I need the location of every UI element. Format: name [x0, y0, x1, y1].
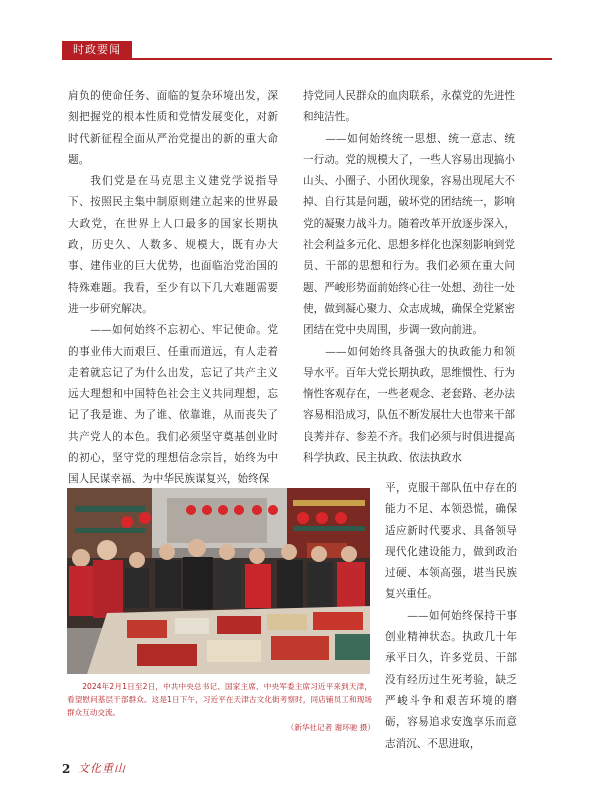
- header-rule: [62, 58, 552, 60]
- left-paragraph-2: 我们党是在马克思主义建党学说指导下、按照民主集中制原则建立起来的世界最大政党，在世界上人口最多的国家长期执政，历史久、人数多、规模大，既有办大事、建伟业的巨大优势，也面临治党治国的特殊难题。我看，至少有以下几大难题需要进一步研究解决。: [68, 175, 278, 315]
- photo-caption: 2024年2月1日至2日，中共中央总书记、国家主席、中央军委主席习近平来到天津，看望慰问基层干部群众。这是1日下午，习近平在天津古文化街考察时，同店铺员工和现场群众互动交流。: [67, 682, 372, 717]
- left-column: [68, 86, 278, 491]
- section-tag: 时政要闻: [62, 41, 132, 58]
- left-paragraph-1: 肩负的使命任务、面临的复杂环境出发，深刻把握党的根本性质和党情发展变化，对新时代新征程全面从严治党提出的新的重大命题。: [68, 90, 278, 166]
- photo-credit: （新华社记者 谢环驰 摄）: [286, 723, 375, 732]
- right-paragraph-3: ——如何始终具备强大的执政能力和领导水平。百年大党长期执政，思维惯性、行为惰性客观存在，一些老观念、老套路、老办法容易相沿成习，队伍不断发展壮大也带来干部良莠并存、参差不齐。我们必须与时俱进提高科学执政、民主执政、依法执政水: [303, 345, 515, 465]
- right-paragraph-2: ——如何始终统一思想、统一意志、统一行动。党的规模大了，一些人容易出现搞小山头、小圈子、小团伙现象，容易出现尾大不掉、自行其是问题，破坏党的团结统一，影响党的凝聚力战斗力。随着改革开放逐步深入，社会利益多元化、思想多样化也深刻影响到党员、干部的思想和行为。我们必须在重大问题、严峻形势面前始终心往一处想、劲往一处使，做到凝心聚力、众志成城，确保全党紧密团结在党中央周围，步调一致向前进。: [303, 132, 515, 337]
- right-lower-paragraph-2: ——如何始终保持干事创业精神状态。执政几十年承平日久，许多党员、干部没有经历过生死考验，缺乏严峻斗争和艰苦环境的磨砺，容易追求安逸享乐而意志消沉、不思进取，: [385, 609, 517, 750]
- right-lower-paragraph-1: 平，克服干部队伍中存在的能力不足、本领恐慌，确保适应新时代要求、具备领导现代化建设能力，做到政治过硬、本领高强，堪当民族复兴重任。: [385, 482, 517, 601]
- right-lower-column: [385, 478, 517, 755]
- news-photo-illustration: [67, 488, 370, 674]
- page-number: 2: [62, 762, 71, 776]
- left-paragraph-3: ——如何始终不忘初心、牢记使命。党的事业伟大而艰巨、任重而道远，有人走着走着就忘记了为什么出发，忘记了共产主义远大理想和中国特色社会主义共同理想，忘记了我是谁、为了谁、依靠谁，从而丧失了共产党人的本色。我们必须坚守奠基创业时的初心，坚守党的理想信念宗旨，始终为中国人民谋幸福、为中华民族谋复兴，始终保: [68, 324, 278, 486]
- news-photo: [67, 488, 370, 674]
- right-paragraph-1: 持党同人民群众的血肉联系，永葆党的先进性和纯洁性。: [303, 90, 515, 124]
- magazine-logo: 文化重山: [78, 762, 126, 775]
- right-column: [303, 86, 515, 469]
